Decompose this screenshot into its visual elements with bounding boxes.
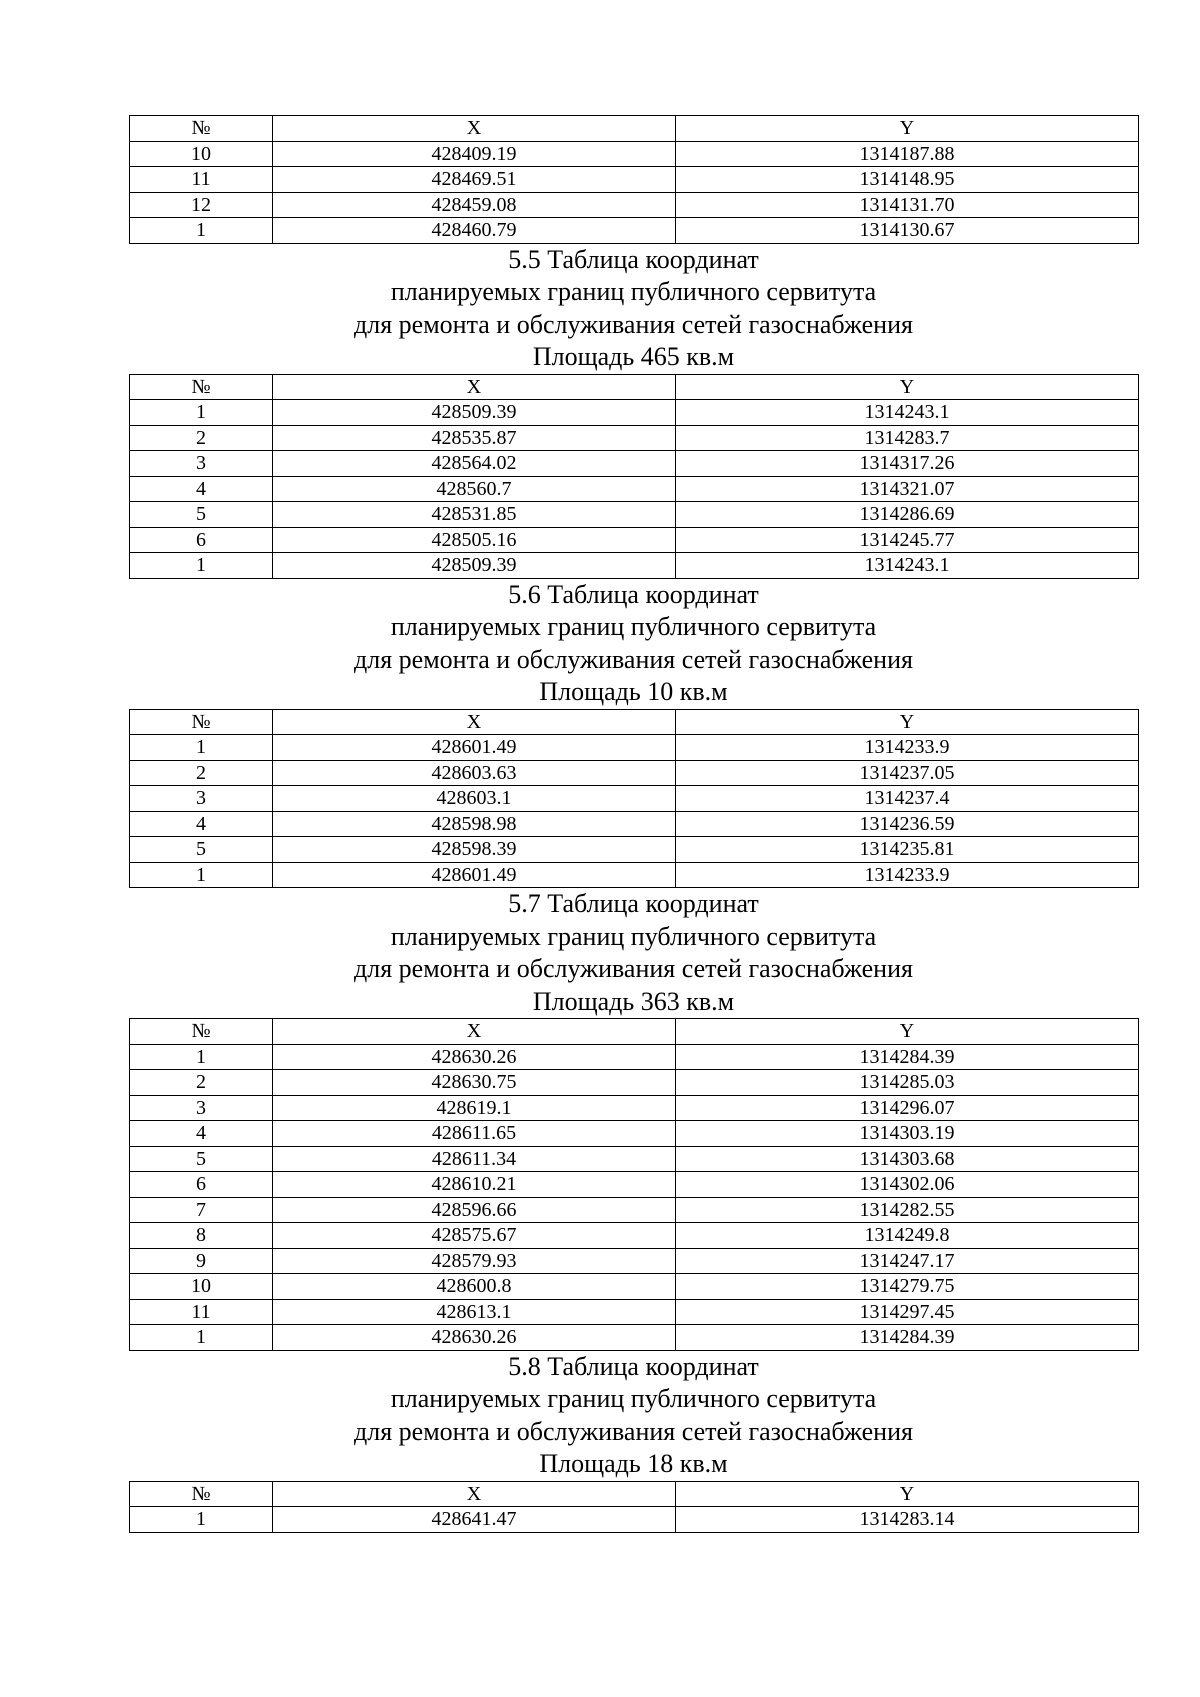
x-coordinate: 428613.1: [273, 1299, 676, 1325]
point-number: 3: [130, 786, 273, 812]
table-subtitle: для ремонта и обслуживания сетей газоснабжения: [354, 644, 913, 674]
header-x: X: [273, 1481, 676, 1507]
coordinate-table-section: [129, 888, 1138, 1351]
coordinate-table-section: [129, 1351, 1138, 1533]
table-row: [130, 1044, 1139, 1070]
point-number: 1: [130, 218, 273, 244]
coordinate-table: [129, 115, 1139, 244]
x-coordinate: 428641.47: [273, 1507, 676, 1533]
y-coordinate: 1314283.14: [676, 1507, 1139, 1533]
point-number: 2: [130, 760, 273, 786]
table-row: [130, 1070, 1139, 1096]
point-number: 6: [130, 527, 273, 553]
point-number: 9: [130, 1248, 273, 1274]
x-coordinate: 428601.49: [273, 735, 676, 761]
y-coordinate: 1314303.68: [676, 1146, 1139, 1172]
y-coordinate: 1314243.1: [676, 400, 1139, 426]
y-coordinate: 1314303.19: [676, 1121, 1139, 1147]
y-coordinate: 1314148.95: [676, 167, 1139, 193]
table-row: [130, 811, 1139, 837]
table-row: [130, 1507, 1139, 1533]
table-row: [130, 1095, 1139, 1121]
point-number: 1: [130, 553, 273, 579]
coordinate-table-section: [129, 579, 1138, 889]
point-number: 10: [130, 1274, 273, 1300]
point-number: 8: [130, 1223, 273, 1249]
header-x: X: [273, 116, 676, 142]
table-title: 5.6 Таблица координат: [508, 579, 759, 609]
header-x: X: [273, 709, 676, 735]
y-coordinate: 1314237.05: [676, 760, 1139, 786]
y-coordinate: 1314233.9: [676, 862, 1139, 888]
coordinate-table-section: [129, 244, 1138, 579]
table-header-row: [130, 1019, 1139, 1045]
x-coordinate: 428630.26: [273, 1044, 676, 1070]
table-header-row: [130, 116, 1139, 142]
y-coordinate: 1314285.03: [676, 1070, 1139, 1096]
point-number: 4: [130, 476, 273, 502]
table-row: [130, 1325, 1139, 1351]
x-coordinate: 428579.93: [273, 1248, 676, 1274]
x-coordinate: 428459.08: [273, 192, 676, 218]
x-coordinate: 428598.39: [273, 837, 676, 863]
table-row: [130, 1197, 1139, 1223]
y-coordinate: 1314187.88: [676, 141, 1139, 167]
point-number: 1: [130, 735, 273, 761]
table-row: [130, 476, 1139, 502]
y-coordinate: 1314243.1: [676, 553, 1139, 579]
table-title: 5.8 Таблица координат: [508, 1351, 759, 1381]
table-row: [130, 400, 1139, 426]
point-number: 1: [130, 400, 273, 426]
x-coordinate: 428460.79: [273, 218, 676, 244]
x-coordinate: 428603.63: [273, 760, 676, 786]
y-coordinate: 1314317.26: [676, 451, 1139, 477]
header-y: Y: [676, 1019, 1139, 1045]
header-number: №: [130, 709, 273, 735]
table-row: [130, 502, 1139, 528]
table-row: [130, 1121, 1139, 1147]
table-row: [130, 167, 1139, 193]
table-row: [130, 527, 1139, 553]
table-row: [130, 862, 1139, 888]
point-number: 4: [130, 1121, 273, 1147]
table-subtitle: для ремонта и обслуживания сетей газоснабжения: [354, 309, 913, 339]
coordinate-table: [129, 709, 1139, 889]
x-coordinate: 428601.49: [273, 862, 676, 888]
table-row: [130, 141, 1139, 167]
table-header-row: [130, 1481, 1139, 1507]
y-coordinate: 1314321.07: [676, 476, 1139, 502]
header-number: №: [130, 1481, 273, 1507]
area-label: Площадь 465 кв.м: [532, 342, 735, 371]
header-x: X: [273, 1019, 676, 1045]
table-caption: [129, 579, 1138, 709]
area-label: Площадь 18 кв.м: [539, 1449, 728, 1478]
x-coordinate: 428630.75: [273, 1070, 676, 1096]
table-subtitle: планируемых границ публичного сервитута: [390, 921, 877, 951]
x-coordinate: 428619.1: [273, 1095, 676, 1121]
table-subtitle: планируемых границ публичного сервитута: [390, 277, 877, 306]
table-row: [130, 760, 1139, 786]
header-y: Y: [676, 1481, 1139, 1507]
y-coordinate: 1314296.07: [676, 1095, 1139, 1121]
point-number: 3: [130, 1095, 273, 1121]
x-coordinate: 428603.1: [273, 786, 676, 812]
coordinate-table: [129, 1481, 1139, 1533]
table-row: [130, 1299, 1139, 1325]
y-coordinate: 1314283.7: [676, 425, 1139, 451]
y-coordinate: 1314279.75: [676, 1274, 1139, 1300]
point-number: 12: [130, 192, 273, 218]
point-number: 1: [130, 1044, 273, 1070]
table-row: [130, 1248, 1139, 1274]
table-row: [130, 553, 1139, 579]
point-number: 2: [130, 1070, 273, 1096]
table-row: [130, 1274, 1139, 1300]
point-number: 11: [130, 1299, 273, 1325]
table-row: [130, 192, 1139, 218]
point-number: 5: [130, 502, 273, 528]
table-row: [130, 1146, 1139, 1172]
table-subtitle: планируемых границ публичного сервитута: [390, 1384, 877, 1413]
document-page: [129, 115, 1138, 1533]
table-header-row: [130, 709, 1139, 735]
point-number: 3: [130, 451, 273, 477]
area-label: Площадь 363 кв.м: [532, 986, 735, 1016]
point-number: 6: [130, 1172, 273, 1198]
y-coordinate: 1314286.69: [676, 502, 1139, 528]
table-title: 5.7 Таблица координат: [508, 889, 759, 918]
point-number: 5: [130, 1146, 273, 1172]
table-caption: [129, 1351, 1138, 1481]
point-number: 4: [130, 811, 273, 837]
header-number: №: [130, 116, 273, 142]
x-coordinate: 428600.8: [273, 1274, 676, 1300]
y-coordinate: 1314284.39: [676, 1044, 1139, 1070]
x-coordinate: 428564.02: [273, 451, 676, 477]
area-label: Площадь 10 кв.м: [539, 677, 728, 706]
y-coordinate: 1314233.9: [676, 735, 1139, 761]
x-coordinate: 428575.67: [273, 1223, 676, 1249]
table-caption: [129, 888, 1138, 1018]
table-row: [130, 425, 1139, 451]
y-coordinate: 1314131.70: [676, 192, 1139, 218]
x-coordinate: 428611.65: [273, 1121, 676, 1147]
y-coordinate: 1314249.8: [676, 1223, 1139, 1249]
y-coordinate: 1314282.55: [676, 1197, 1139, 1223]
table-row: [130, 1172, 1139, 1198]
x-coordinate: 428505.16: [273, 527, 676, 553]
point-number: 2: [130, 425, 273, 451]
table-row: [130, 451, 1139, 477]
x-coordinate: 428610.21: [273, 1172, 676, 1198]
table-subtitle: планируемых границ публичного сервитута: [390, 612, 877, 641]
x-coordinate: 428596.66: [273, 1197, 676, 1223]
x-coordinate: 428598.98: [273, 811, 676, 837]
table-subtitle: для ремонта и обслуживания сетей газоснабжения: [354, 954, 913, 983]
point-number: 1: [130, 1325, 273, 1351]
point-number: 7: [130, 1197, 273, 1223]
table-subtitle: для ремонта и обслуживания сетей газоснабжения: [354, 1416, 913, 1446]
y-coordinate: 1314130.67: [676, 218, 1139, 244]
header-number: №: [130, 1019, 273, 1045]
x-coordinate: 428611.34: [273, 1146, 676, 1172]
point-number: 1: [130, 862, 273, 888]
point-number: 10: [130, 141, 273, 167]
table-caption: [129, 244, 1138, 374]
header-y: Y: [676, 374, 1139, 400]
header-y: Y: [676, 116, 1139, 142]
x-coordinate: 428535.87: [273, 425, 676, 451]
table-row: [130, 1223, 1139, 1249]
point-number: 11: [130, 167, 273, 193]
y-coordinate: 1314247.17: [676, 1248, 1139, 1274]
x-coordinate: 428409.19: [273, 141, 676, 167]
y-coordinate: 1314235.81: [676, 837, 1139, 863]
coordinate-table: [129, 1018, 1139, 1351]
y-coordinate: 1314236.59: [676, 811, 1139, 837]
point-number: 1: [130, 1507, 273, 1533]
y-coordinate: 1314297.45: [676, 1299, 1139, 1325]
y-coordinate: 1314284.39: [676, 1325, 1139, 1351]
point-number: 5: [130, 837, 273, 863]
header-x: X: [273, 374, 676, 400]
table-row: [130, 218, 1139, 244]
x-coordinate: 428509.39: [273, 400, 676, 426]
coordinate-table-section: [129, 115, 1138, 244]
y-coordinate: 1314302.06: [676, 1172, 1139, 1198]
table-row: [130, 786, 1139, 812]
table-title: 5.5 Таблица координат: [508, 244, 759, 274]
header-number: №: [130, 374, 273, 400]
table-header-row: [130, 374, 1139, 400]
table-row: [130, 837, 1139, 863]
table-row: [130, 735, 1139, 761]
coordinate-table: [129, 374, 1139, 579]
y-coordinate: 1314245.77: [676, 527, 1139, 553]
x-coordinate: 428560.7: [273, 476, 676, 502]
x-coordinate: 428531.85: [273, 502, 676, 528]
x-coordinate: 428469.51: [273, 167, 676, 193]
x-coordinate: 428509.39: [273, 553, 676, 579]
header-y: Y: [676, 709, 1139, 735]
x-coordinate: 428630.26: [273, 1325, 676, 1351]
y-coordinate: 1314237.4: [676, 786, 1139, 812]
